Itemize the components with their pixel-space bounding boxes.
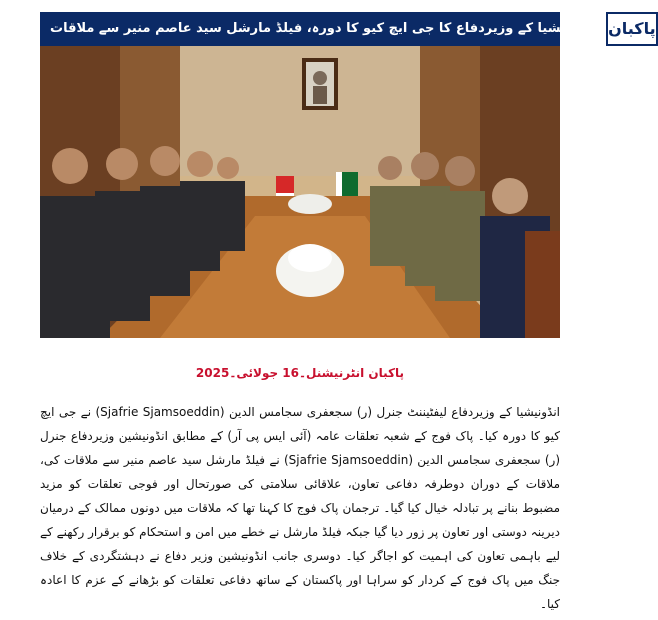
headline: انڈونیشیا کے وزیردفاع کا جی ایچ کیو کا دورہ، فیلڈ مارشل سید عاصم منیر سے ملاقات: [50, 21, 597, 36]
brand-logo: پاکبان: [606, 12, 658, 46]
meeting-photo: [40, 46, 560, 338]
header-banner: [40, 12, 656, 46]
dateline: پاکبان انٹرنیشنل۔16 جولائی۔2025: [195, 366, 405, 380]
meeting-photo-illustration: [40, 46, 560, 338]
article-body: انڈونیشیا کے وزیردفاع لیفٹیننٹ جنرل (ر) سجعفری سجامس الدین (Sjafrie Sjamsoeddin) نے جی ایچ کیو کا دورہ کیا۔ پاک فوج کے شعبہ تعلقات عامہ (آئی ایس پی آر) کے مطابق انڈونیشین وزیردفاع جنرل (ر) سجعفری سجامس الدین (Sjafrie Sjamsoeddin) نے فیلڈ مارشل سید عاصم منیر سے ملاقات کی، ملاقات کے دوران دوطرفہ دفاعی تعاون، علاقائی سلامتی کی صورتحال اور فوجی تعلقات کو مزید مضبوط بنانے پر تبادلہ خیال کیا گیا۔ ترجمان پاک فوج کا کہنا تھا کہ ملاقات میں دونوں ممالک کے درمیان دیرینہ دوستی اور تعاون پر زور دیا گیا جبکہ فیلڈ مارشل نے خطے میں امن و استحکام کو برقرار رکھنے کے لیے باہمی تعاون کی اہمیت کو اجاگر کیا۔ دوسری جانب انڈونیشین وزیر دفاع نے دہشتگردی کے خلاف جنگ میں پاک فوج کے کردار کو سراہا اور پاکستان کے ساتھ دفاعی تعلقات کو بڑھانے کے عزم کا اعادہ کیا۔: [40, 405, 561, 611]
